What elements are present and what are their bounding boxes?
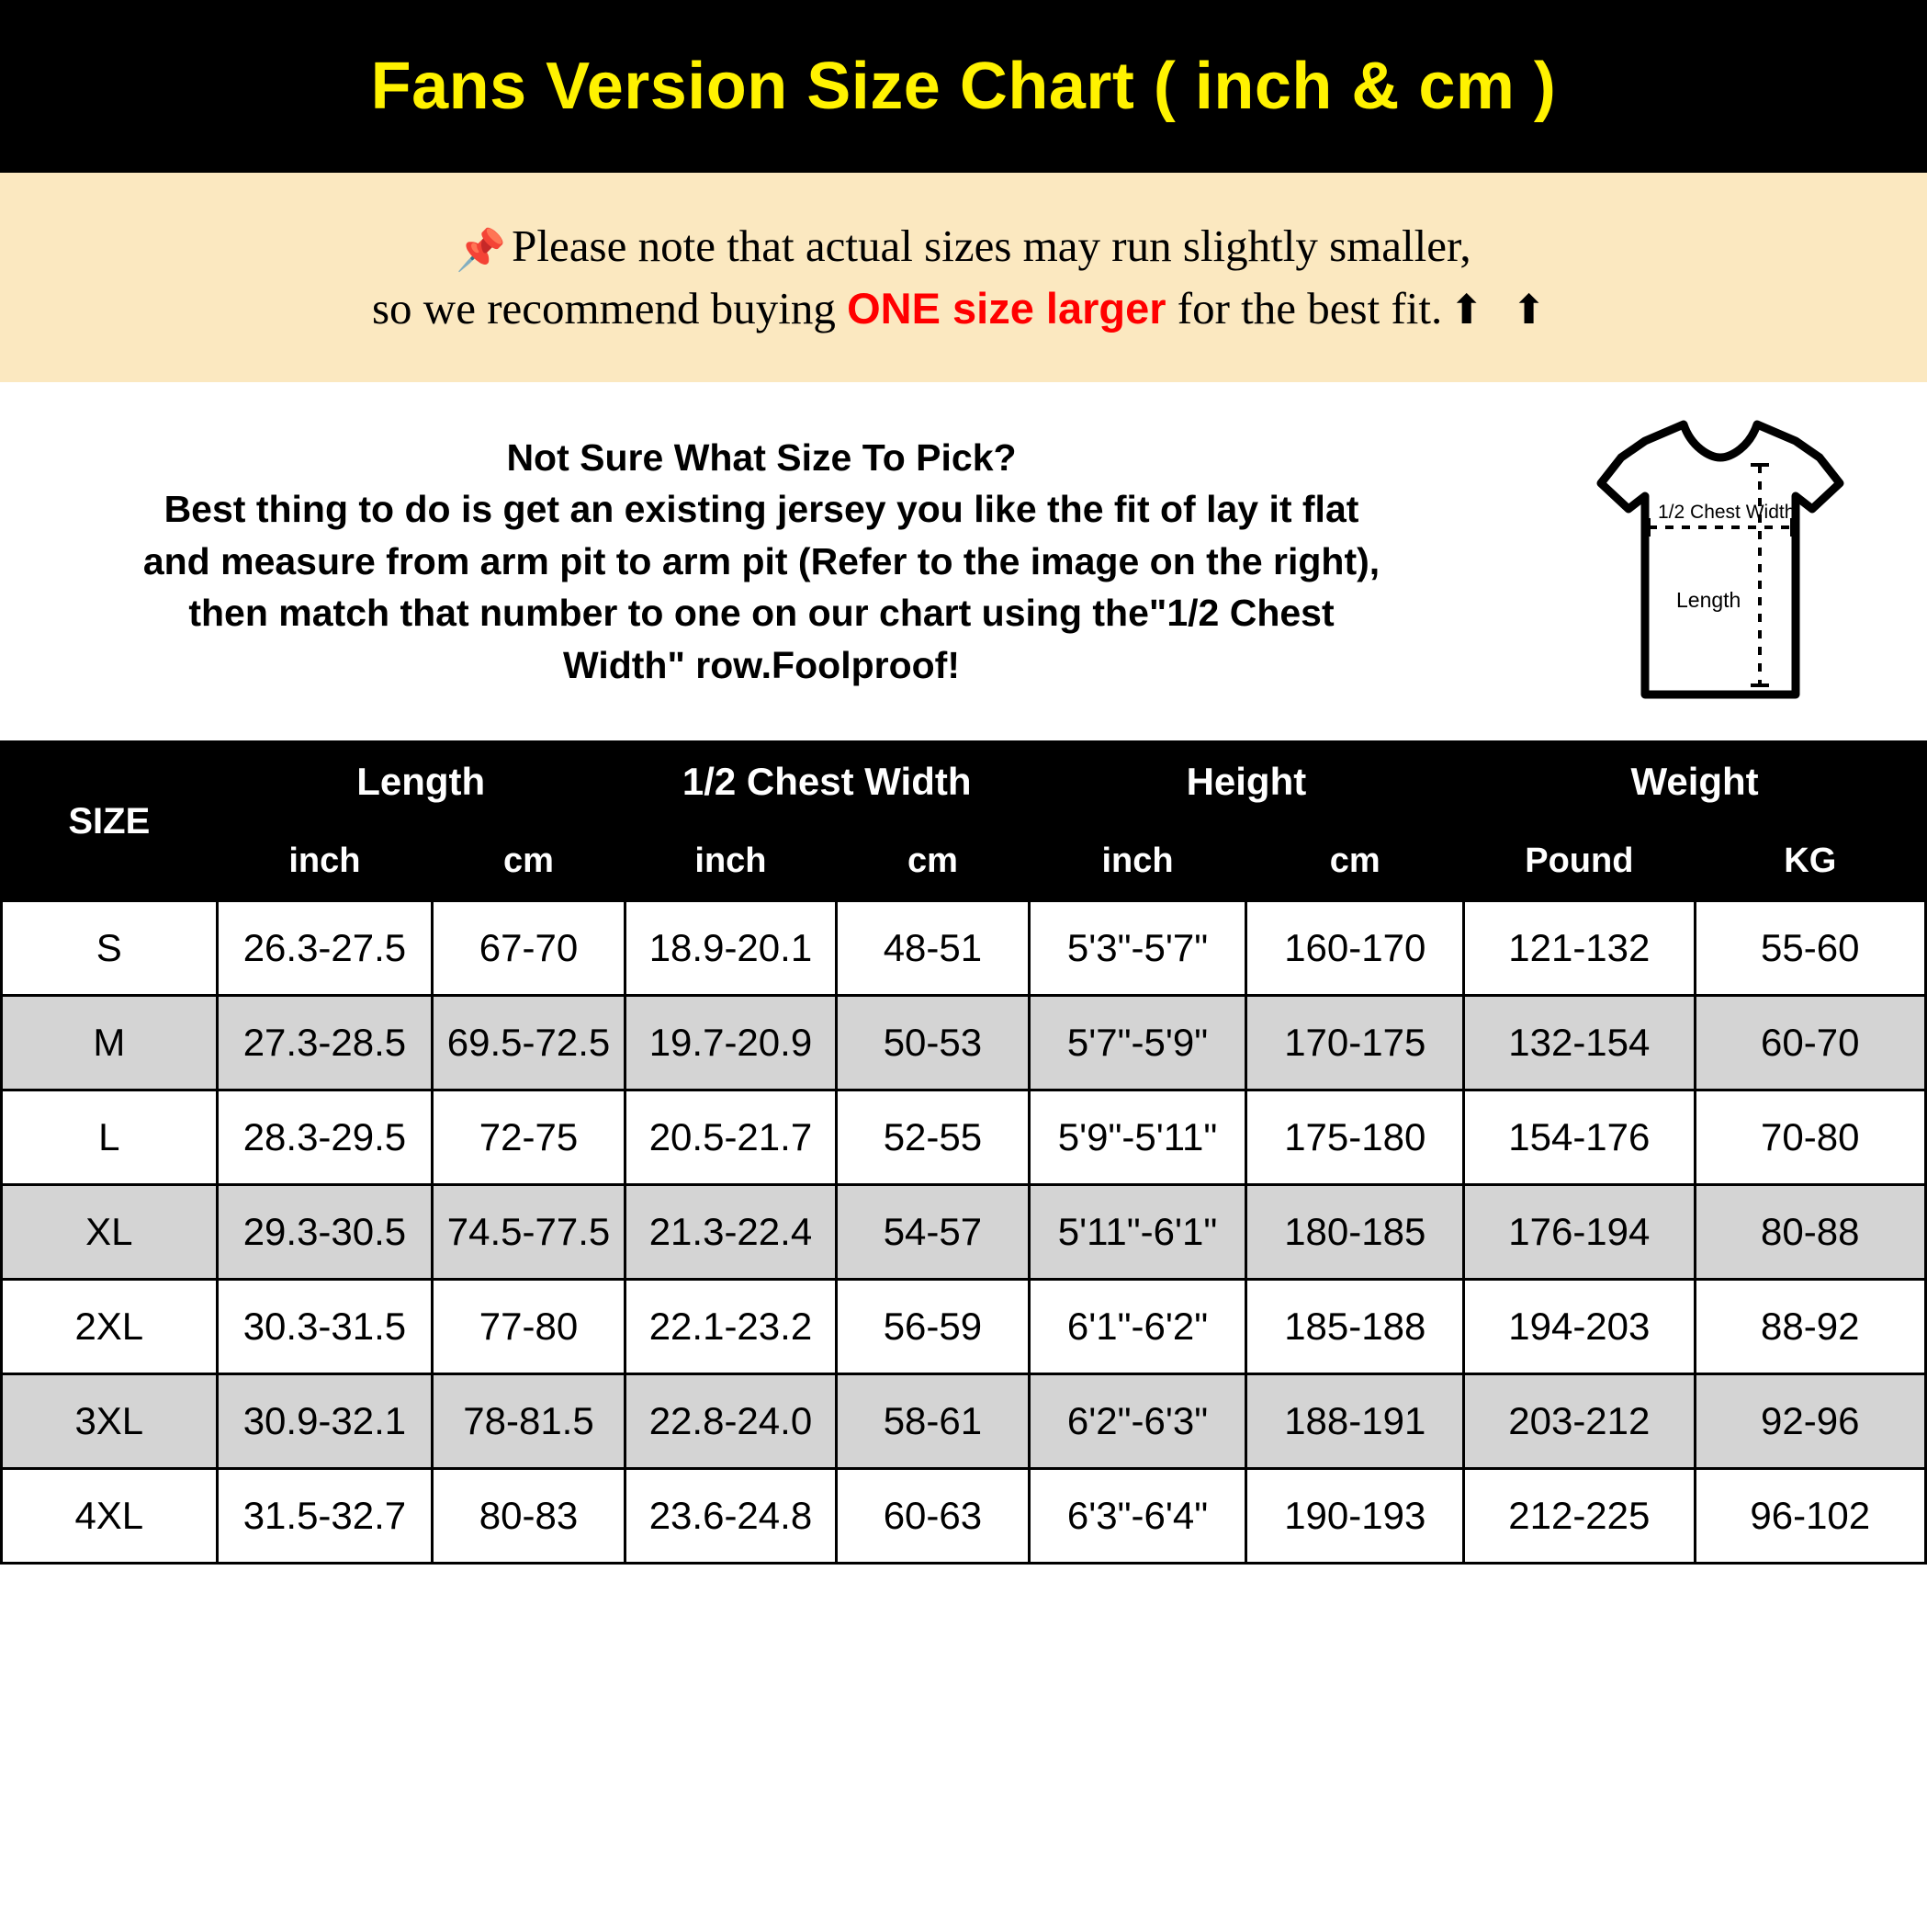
table-cell: 31.5-32.7 (217, 1469, 433, 1564)
table-cell: 96-102 (1695, 1469, 1925, 1564)
table-cell-size: XL (2, 1185, 218, 1280)
table-cell: 29.3-30.5 (217, 1185, 433, 1280)
table-group-header-row (2, 742, 1926, 822)
table-cell: 6'2"-6'3" (1029, 1374, 1246, 1469)
table-cell: 18.9-20.1 (625, 901, 836, 996)
table-cell: 6'1"-6'2" (1029, 1280, 1246, 1374)
table-cell-size: 3XL (2, 1374, 218, 1469)
header-weight: Weight (1464, 742, 1926, 822)
table-cell: 48-51 (837, 901, 1029, 996)
table-cell: 176-194 (1464, 1185, 1695, 1280)
advice-heading: Not Sure What Size To Pick? (506, 435, 1017, 479)
subheader-chest-inch: inch (625, 822, 836, 901)
table-cell: 88-92 (1695, 1280, 1925, 1374)
chart-title-bar (0, 0, 1927, 173)
table-row (2, 1280, 1926, 1374)
table-cell: 55-60 (1695, 901, 1925, 996)
size-chart-table (0, 740, 1927, 1565)
subheader-height-inch: inch (1029, 822, 1246, 901)
table-cell: 27.3-28.5 (217, 996, 433, 1090)
table-row (2, 1469, 1926, 1564)
table-cell: 92-96 (1695, 1374, 1925, 1469)
table-cell: 69.5-72.5 (433, 996, 625, 1090)
table-cell: 80-88 (1695, 1185, 1925, 1280)
note-emphasis: ONE size larger (847, 283, 1166, 333)
subheader-chest-cm: cm (837, 822, 1029, 901)
table-row (2, 996, 1926, 1090)
subheader-length-cm: cm (433, 822, 625, 901)
table-cell: 52-55 (837, 1090, 1029, 1185)
table-row (2, 1090, 1926, 1185)
table-cell: 132-154 (1464, 996, 1695, 1090)
header-chest-width: 1/2 Chest Width (625, 742, 1029, 822)
table-cell: 50-53 (837, 996, 1029, 1090)
table-cell-size: L (2, 1090, 218, 1185)
table-body (2, 901, 1926, 1564)
table-cell: 203-212 (1464, 1374, 1695, 1469)
table-row (2, 1374, 1926, 1469)
note-line-2-prefix: so we recommend buying (371, 282, 848, 333)
table-cell: 190-193 (1246, 1469, 1464, 1564)
table-cell: 20.5-21.7 (625, 1090, 836, 1185)
table-cell-size: 4XL (2, 1469, 218, 1564)
table-cell: 6'3"-6'4" (1029, 1469, 1246, 1564)
table-cell: 19.7-20.9 (625, 996, 836, 1090)
table-cell: 78-81.5 (433, 1374, 625, 1469)
table-cell: 74.5-77.5 (433, 1185, 625, 1280)
table-cell: 56-59 (837, 1280, 1029, 1374)
table-head (2, 742, 1926, 901)
up-arrows-icon: ⬆ ⬆ (1449, 287, 1555, 333)
header-size: SIZE (2, 742, 218, 901)
table-row (2, 1185, 1926, 1280)
page-title: Fans Version Size Chart ( inch & cm ) (370, 50, 1557, 123)
advice-line-2: and measure from arm pit to arm pit (Refer to the image on the right), (142, 539, 1380, 582)
advice-line-4: Width" row.Foolproof! (563, 643, 960, 686)
table-cell: 5'7"-5'9" (1029, 996, 1246, 1090)
table-cell: 21.3-22.4 (625, 1185, 836, 1280)
table-row (2, 901, 1926, 996)
table-cell-size: M (2, 996, 218, 1090)
pushpin-icon: 📌 (456, 228, 507, 274)
subheader-weight-pound: Pound (1464, 822, 1695, 901)
table-cell: 70-80 (1695, 1090, 1925, 1185)
table-cell: 67-70 (433, 901, 625, 996)
table-cell: 154-176 (1464, 1090, 1695, 1185)
table-cell: 23.6-24.8 (625, 1469, 836, 1564)
table-cell-size: 2XL (2, 1280, 218, 1374)
table-cell: 160-170 (1246, 901, 1464, 996)
table-cell: 170-175 (1246, 996, 1464, 1090)
subheader-height-cm: cm (1246, 822, 1464, 901)
table-cell: 5'3"-5'7" (1029, 901, 1246, 996)
table-cell: 30.3-31.5 (217, 1280, 433, 1374)
note-line-2 (372, 278, 1555, 339)
table-cell: 121-132 (1464, 901, 1695, 996)
table-cell: 54-57 (837, 1185, 1029, 1280)
advice-line-3: then match that number to one on our chart using the"1/2 Chest (188, 592, 1335, 635)
table-cell: 77-80 (433, 1280, 625, 1374)
length-label: Length (1676, 588, 1741, 612)
table-cell: 185-188 (1246, 1280, 1464, 1374)
table-cell: 194-203 (1464, 1280, 1695, 1374)
table-cell: 180-185 (1246, 1185, 1464, 1280)
table-cell: 188-191 (1246, 1374, 1464, 1469)
subheader-length-inch: inch (217, 822, 433, 901)
table-cell: 212-225 (1464, 1469, 1695, 1564)
table-sub-header-row (2, 822, 1926, 901)
subheader-weight-kg: KG (1695, 822, 1925, 901)
table-cell: 58-61 (837, 1374, 1029, 1469)
tshirt-icon (1537, 410, 1904, 713)
table-cell: 175-180 (1246, 1090, 1464, 1185)
table-cell: 5'9"-5'11" (1029, 1090, 1246, 1185)
table-cell: 60-70 (1695, 996, 1925, 1090)
table-cell: 22.8-24.0 (625, 1374, 836, 1469)
tshirt-diagram (1523, 410, 1918, 713)
table-cell: 28.3-29.5 (217, 1090, 433, 1185)
chest-width-label: 1/2 Chest Width (1658, 502, 1796, 523)
table-cell: 22.1-23.2 (625, 1280, 836, 1374)
note-line-1-text: Please note that actual sizes may run slightly smaller, (512, 220, 1471, 272)
table-cell: 5'11"-6'1" (1029, 1185, 1246, 1280)
table-cell: 60-63 (837, 1469, 1029, 1564)
advice-line-1: Best thing to do is get an existing jersey you like the fit of lay it flat (163, 488, 1359, 531)
table-cell: 26.3-27.5 (217, 901, 433, 996)
note-line-2-suffix: for the best fit. (1166, 282, 1443, 333)
sizing-advice-text (0, 432, 1523, 692)
table-cell: 80-83 (433, 1469, 625, 1564)
header-length: Length (217, 742, 625, 822)
header-height: Height (1029, 742, 1463, 822)
table-cell: 72-75 (433, 1090, 625, 1185)
size-note-banner (0, 173, 1927, 382)
note-line-1 (456, 216, 1471, 277)
table-cell: 30.9-32.1 (217, 1374, 433, 1469)
table-cell-size: S (2, 901, 218, 996)
sizing-advice-section (0, 382, 1927, 740)
